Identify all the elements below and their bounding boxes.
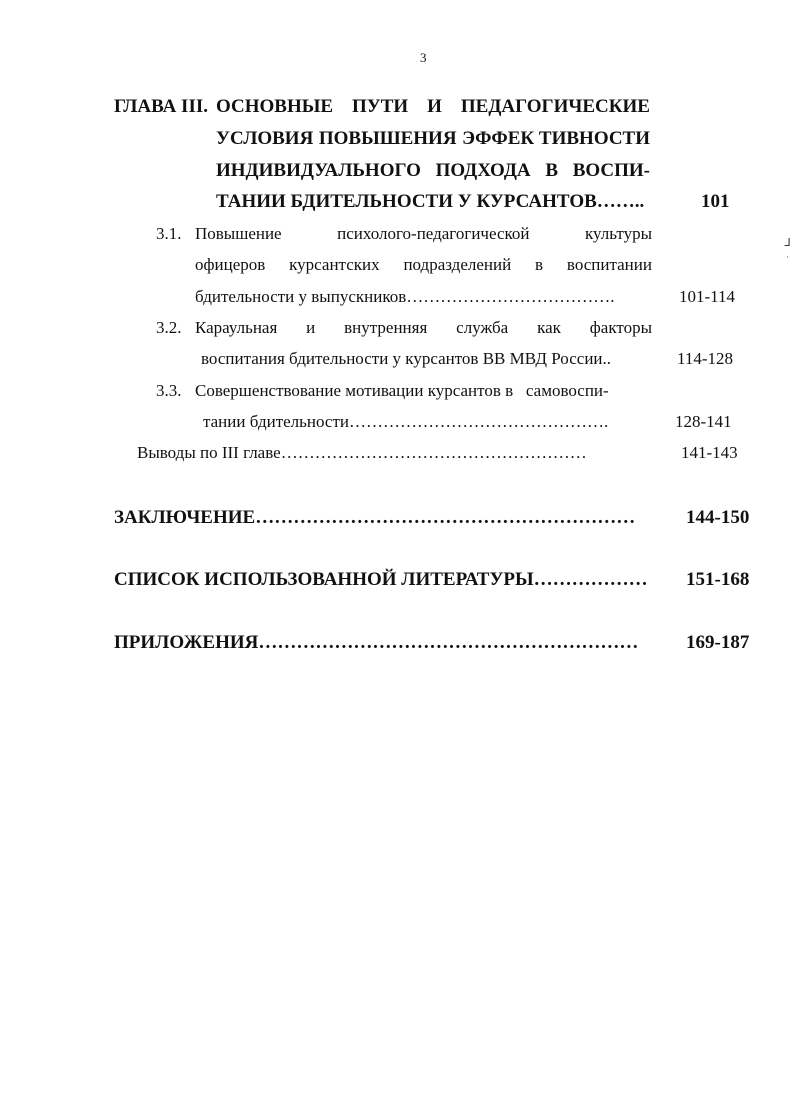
- section-number: 3.1.: [156, 224, 182, 243]
- chapter-title-line-1: [216, 96, 650, 118]
- section-pages: 101-114: [679, 287, 736, 306]
- word: внутренняя: [344, 318, 428, 337]
- entry-title: СПИСОК ИСПОЛЬЗОВАННОЙ ЛИТЕРАТУРЫ………………: [114, 569, 648, 590]
- scan-artifact: ·: [786, 252, 789, 262]
- word: культуры: [585, 224, 652, 243]
- word: офицеров: [195, 255, 266, 274]
- word: ПОДХОДА: [435, 160, 531, 181]
- entry-pages: 144-150: [686, 507, 750, 528]
- section-pages: 128-141: [675, 412, 732, 431]
- entry-pages: 151-168: [686, 569, 750, 590]
- word: факторы: [589, 318, 652, 337]
- chapter-title-line-3: [216, 160, 650, 182]
- conclusions-pages: 141-143: [681, 443, 738, 462]
- chapter-title-line-2: [216, 128, 650, 150]
- word: служба: [456, 318, 509, 337]
- word: психолого-педагогической: [337, 224, 530, 243]
- word: Повышение: [195, 224, 282, 243]
- entry-title: ПРИЛОЖЕНИЯ……………………………………………………: [114, 632, 639, 653]
- section-title-line-1: [195, 318, 652, 338]
- word: УСЛОВИЯ: [216, 128, 314, 149]
- chapter-page: 101: [701, 191, 730, 212]
- word: ПЕДАГОГИЧЕСКИЕ: [460, 96, 650, 117]
- word: подразделений: [403, 255, 512, 274]
- word: курсантских: [289, 255, 380, 274]
- word: и: [306, 318, 316, 337]
- section-title-line-2: [195, 255, 652, 275]
- word: воспитании: [566, 255, 652, 274]
- word: как: [537, 318, 561, 337]
- section-pages: 114-128: [677, 349, 734, 368]
- section-number: 3.3.: [156, 381, 182, 400]
- chapter-label: ГЛАВА III.: [114, 96, 208, 117]
- word: Караульная: [195, 318, 278, 337]
- section-title-line-3: бдительности у выпускников……………………………….: [195, 287, 615, 306]
- section-title-line-1: [195, 224, 652, 244]
- entry-title: ЗАКЛЮЧЕНИЕ……………………………………………………: [114, 507, 636, 528]
- word: И: [427, 96, 442, 117]
- word: В: [545, 160, 559, 181]
- word: ИНДИВИДУАЛЬНОГО: [216, 160, 421, 181]
- word: ПОВЫШЕНИЯ: [318, 128, 457, 149]
- chapter-title-line-4: ТАНИИ БДИТЕЛЬНОСТИ У КУРСАНТОВ……..: [216, 191, 645, 212]
- word: в: [535, 255, 544, 274]
- word: ЭФФЕК ТИВНОСТИ: [462, 128, 650, 149]
- scan-artifact: ᒧ: [784, 237, 791, 249]
- section-title-line-2: воспитания бдительности у курсантов ВВ МВД России..: [201, 349, 612, 368]
- section-title-line-2: тании бдительности……………………………………….: [203, 412, 609, 431]
- entry-pages: 169-187: [686, 632, 750, 653]
- word: ОСНОВНЫЕ: [216, 96, 334, 117]
- word: ПУТИ: [352, 96, 409, 117]
- section-title-line-1: Совершенствование мотивации курсантов в самовоспи-: [195, 381, 609, 400]
- word: ВОСПИ-: [572, 160, 650, 181]
- page-number: 3: [420, 50, 427, 65]
- conclusions-text: Выводы по III главе………………………………………………: [137, 443, 587, 462]
- section-number: 3.2.: [156, 318, 182, 337]
